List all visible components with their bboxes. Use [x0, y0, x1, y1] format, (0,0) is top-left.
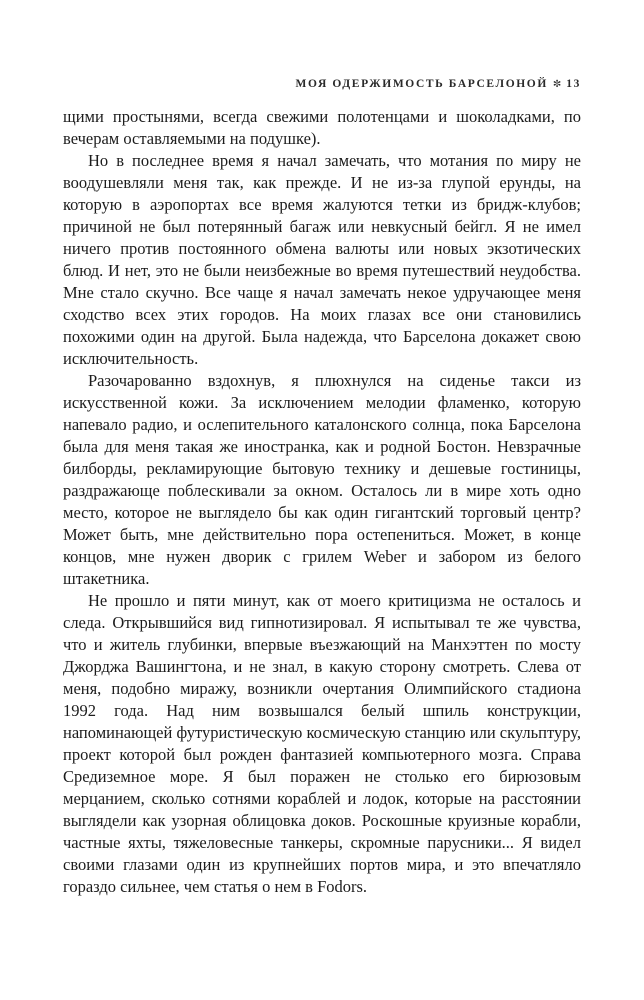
- page-number: 13: [566, 78, 581, 90]
- running-header: [63, 78, 581, 90]
- book-page: [63, 0, 581, 898]
- header-separator-icon: ✼: [552, 79, 562, 90]
- paragraph-3: Разочарованно вздохнув, я плюхнулся на сиденье такси из искусственной кожи. За исключением мелодии фламенко, которую напевало радио, и ослепительного каталонского солнца, пока Барселона была для меня такая же иностранка, как и родной Бостон. Невзрачные билборды, рекламирующие бытовую технику и дешевые гостиницы, раздражающе поблескивали за окном. Осталось ли в мире хоть одно место, которое не выглядело бы как один гигантский торговый центр? Может быть, мне действительно пора остепениться. Может, в конце концов, мне нужен дворик с грилем Weber и забором из белого штакетника.: [63, 371, 581, 588]
- running-title: МОЯ ОДЕРЖИМОСТЬ БАРСЕЛОНОЙ: [295, 78, 548, 90]
- page-body: [63, 106, 581, 898]
- paragraph-4: Не прошло и пяти минут, как от моего критицизма не осталось и следа. Открывшийся вид гипнотизировал. Я испытывал те же чувства, что и житель глубинки, впервые въезжающий на Манхэттен по мосту Джорджа Вашингтона, и не знал, в какую сторону смотреть. Слева от меня, подобно миражу, возникли очертания Олимпийского стадиона 1992 года. Над ним возвышался белый шпиль конструкции, напоминающей футуристическую космическую станцию или скульптуру, проект которой был рожден фантазией компьютерного мозга. Справа Средиземное море. Я был поражен не столько его бирюзовым мерцанием, сколько сотнями кораблей и лодок, которые на расстоянии выглядели как узорная облицовка доков. Роскошные круизные корабли, частные яхты, тяжеловесные танкеры, скромные парусники... Я видел своими глазами один из крупнейших портов мира, и это впечатляло гораздо сильнее, чем статья о нем в Fodors.: [63, 591, 582, 896]
- paragraph-2: Но в последнее время я начал замечать, что мотания по миру не воодушевляли меня так, как прежде. И не из-за глупой ерунды, на которую в аэропортах все время жалуются тетки из бридж-клубов; причиной не был потерянный багаж или невкусный бейгл. Я не имел ничего против постоянного обмена валюты или новых экзотических блюд. И нет, это не были неизбежные во время путешествий неудобства. Мне стало скучно. Все чаще я начал замечать некое удручающее меня сходство всех этих городов. На моих глазах все они становились похожими один на другой. Была надежда, что Барселона докажет свою исключительность.: [63, 151, 581, 368]
- paragraph-1: щими простынями, всегда свежими полотенцами и шоколадками, по вечерам оставляемыми на подушке).: [63, 107, 581, 148]
